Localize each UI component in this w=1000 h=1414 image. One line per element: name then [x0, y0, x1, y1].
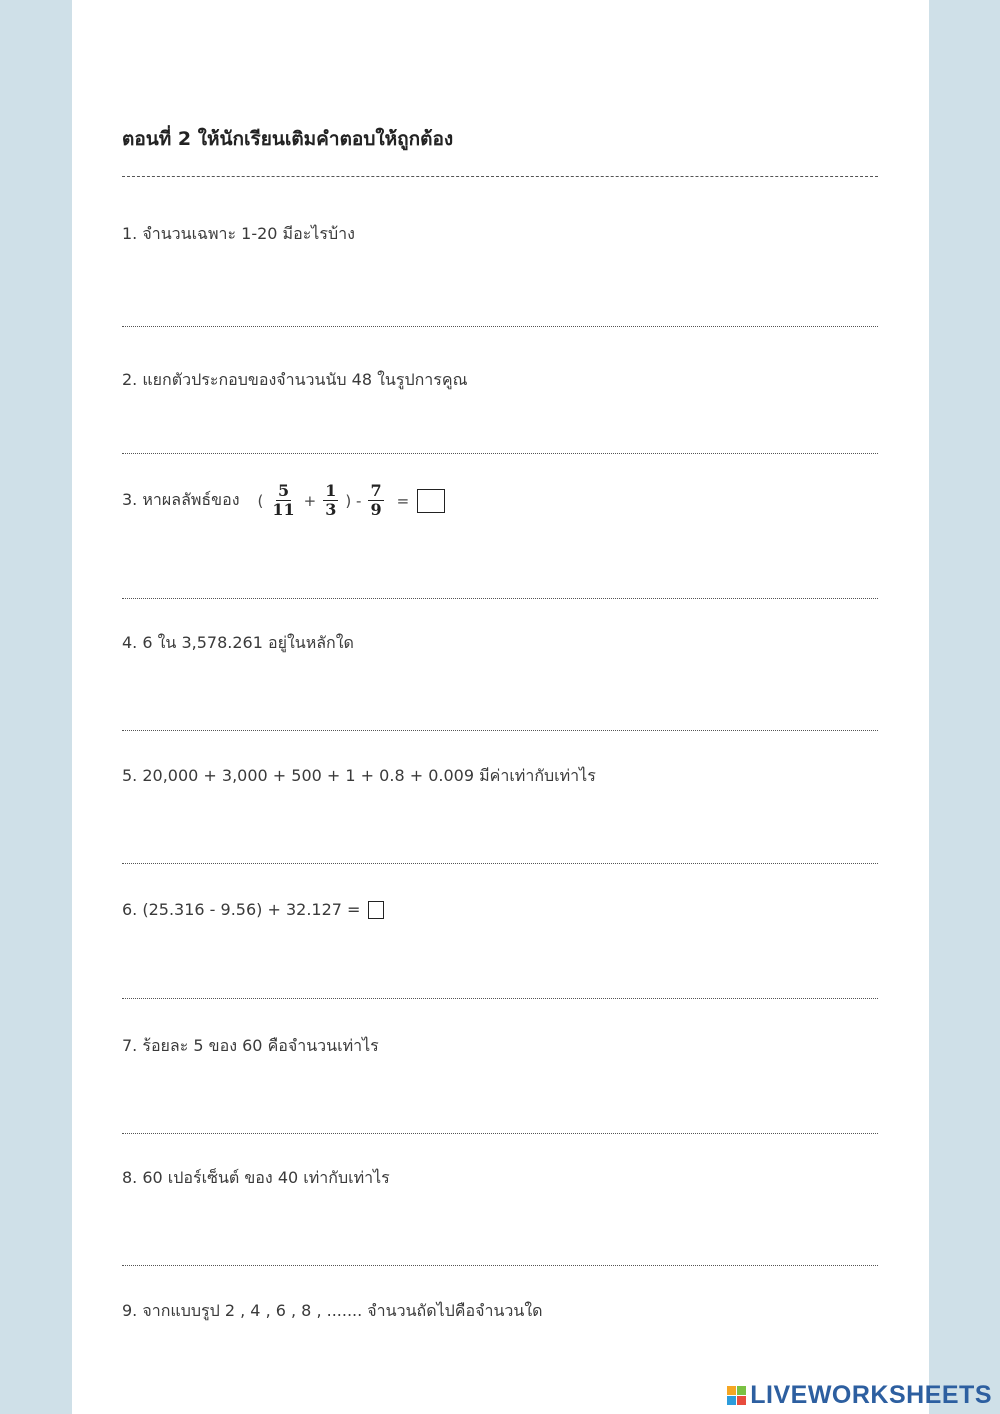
fraction-7-9 [368, 482, 383, 519]
question-3-prefix: 3. หาผลลัพธ์ของ [122, 490, 240, 509]
question-9: 9. จากแบบรูป 2 , 4 , 6 , 8 , ....... จำนวนถัดไปคือจำนวนใด [122, 1301, 543, 1320]
fraction-denominator: 9 [370, 500, 382, 519]
answer-line-2[interactable] [122, 453, 878, 454]
fraction-denominator: 3 [325, 500, 337, 519]
fraction-numerator: 1 [325, 481, 337, 500]
equals-sign: = [396, 491, 410, 510]
answer-line-1[interactable] [122, 326, 878, 327]
section-heading: ตอนที่ 2 ให้นักเรียนเติมคำตอบให้ถูกต้อง [122, 128, 454, 150]
answer-line-3[interactable] [122, 598, 878, 599]
brand-wordmark: LIVEWORKSHEETS [750, 1380, 992, 1409]
answer-line-8[interactable] [122, 1265, 878, 1266]
heading-divider [122, 176, 878, 177]
fraction-numerator: 7 [370, 481, 382, 500]
liveworksheets-logo-icon [727, 1386, 746, 1405]
logo-tile [727, 1396, 736, 1405]
fraction-5-11 [270, 482, 296, 519]
question-3 [122, 482, 445, 519]
question-1: 1. จำนวนเฉพาะ 1-20 มีอะไรบ้าง [122, 224, 355, 243]
answer-box-3[interactable] [417, 489, 445, 513]
question-8: 8. 60 เปอร์เซ็นต์ ของ 40 เท่ากับเท่าไร [122, 1168, 390, 1187]
logo-tile [737, 1386, 746, 1395]
liveworksheets-brand [727, 1382, 992, 1408]
fraction-1-3 [323, 482, 338, 519]
question-5: 5. 20,000 + 3,000 + 500 + 1 + 0.8 + 0.009 มีค่าเท่ากับเท่าไร [122, 766, 596, 785]
worksheet-page [72, 0, 929, 1414]
question-2: 2. แยกตัวประกอบของจำนวนนับ 48 ในรูปการคูณ [122, 370, 468, 389]
open-paren: ( [257, 491, 264, 510]
logo-tile [727, 1386, 736, 1395]
fraction-numerator: 5 [277, 481, 290, 500]
answer-line-6[interactable] [122, 998, 878, 999]
question-4: 4. 6 ใน 3,578.261 อยู่ในหลักใด [122, 633, 354, 652]
question-6 [122, 900, 384, 919]
answer-box-6[interactable] [368, 901, 384, 919]
question-7: 7. ร้อยละ 5 ของ 60 คือจำนวนเท่าไร [122, 1036, 379, 1055]
close-paren-minus: ) - [345, 491, 362, 510]
question-6-text: 6. (25.316 - 9.56) + 32.127 = [122, 900, 361, 919]
answer-line-7[interactable] [122, 1133, 878, 1134]
answer-line-5[interactable] [122, 863, 878, 864]
plus-sign: + [303, 491, 317, 510]
fraction-denominator: 11 [272, 500, 295, 519]
answer-line-4[interactable] [122, 730, 878, 731]
logo-tile [737, 1396, 746, 1405]
